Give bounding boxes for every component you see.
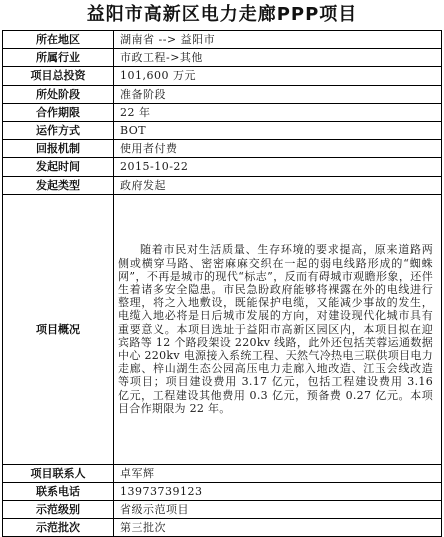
table-row-investment [3,67,442,85]
table-row-industry [3,49,442,67]
project-info-table [2,30,442,537]
table-row-return-mechanism [3,140,442,158]
demo-batch-label: 示范批次 [3,519,114,537]
table-row-demo-level [3,501,442,519]
contact-value: 卓军辉 [114,464,442,482]
stage-value: 准备阶段 [114,85,442,103]
operation-mode-label: 运作方式 [3,121,114,139]
industry-label: 所属行业 [3,49,114,67]
table-row-launch-type [3,176,442,194]
demo-level-value: 省级示范项目 [114,501,442,519]
phone-label: 联系电话 [3,482,114,500]
launch-type-label: 发起类型 [3,176,114,194]
summary-text: 随着市民对生活质量、生存环境的要求提高，原来道路两侧或横穿马路、密密麻麻交织在一起的弱电线路形成的“蜘蛛网”，不再是城市的现代“标志”，反而有碍城市观瞻形象，还伴生着诸多安全隐患。市民急盼政府能够将裸露在外的电线进行整理，将之入地敷设，既能保护电缆，又能减少事故的发生，电缆入地必将是日后城市发展的方向，对建设现代化城市具有重要意义。本项目选址于益阳市高新区园区内，本项目拟在迎宾路等 12 个路段架设 220kv 线路，此外还包括芙蓉运通数据中心 220kv 电源接入系统工程、天然气冷热电三联供项目电力走廊、梓山湖生态公园高压电力走廊入地改造、江玉会线改造等项目；项目建设费用 3.17 亿元，包括工程建设费用 3.16 亿元，工程建设其他费用 0.3 亿元，预备费 0.27 亿元。本项目合作期限为 22 年。 [114,194,442,464]
table-row-phone [3,482,442,500]
term-value: 22 年 [114,103,442,121]
industry-value: 市政工程->其他 [114,49,442,67]
region-value: 湖南省 --> 益阳市 [114,31,442,49]
investment-value: 101,600 万元 [114,67,442,85]
page-title: 益阳市高新区电力走廊PPP项目 [86,4,358,25]
table-row-region [3,31,442,49]
investment-label: 项目总投资 [3,67,114,85]
return-mechanism-label: 回报机制 [3,140,114,158]
operation-mode-value: BOT [114,121,442,139]
demo-level-label: 示范级别 [3,501,114,519]
stage-label: 所处阶段 [3,85,114,103]
table-row-summary [3,194,442,464]
table-row-stage [3,85,442,103]
launch-date-value: 2015-10-22 [114,158,442,176]
launch-date-label: 发起时间 [3,158,114,176]
demo-batch-value: 第三批次 [114,519,442,537]
summary-label: 项目概况 [3,194,114,464]
table-row-term [3,103,442,121]
return-mechanism-value: 使用者付费 [114,140,442,158]
table-row-launch-date [3,158,442,176]
region-label: 所在地区 [3,31,114,49]
table-row-demo-batch [3,519,442,537]
table-row-contact [3,464,442,482]
contact-label: 项目联系人 [3,464,114,482]
phone-value: 13973739123 [114,482,442,500]
launch-type-value: 政府发起 [114,176,442,194]
term-label: 合作期限 [3,103,114,121]
table-row-operation-mode [3,121,442,139]
